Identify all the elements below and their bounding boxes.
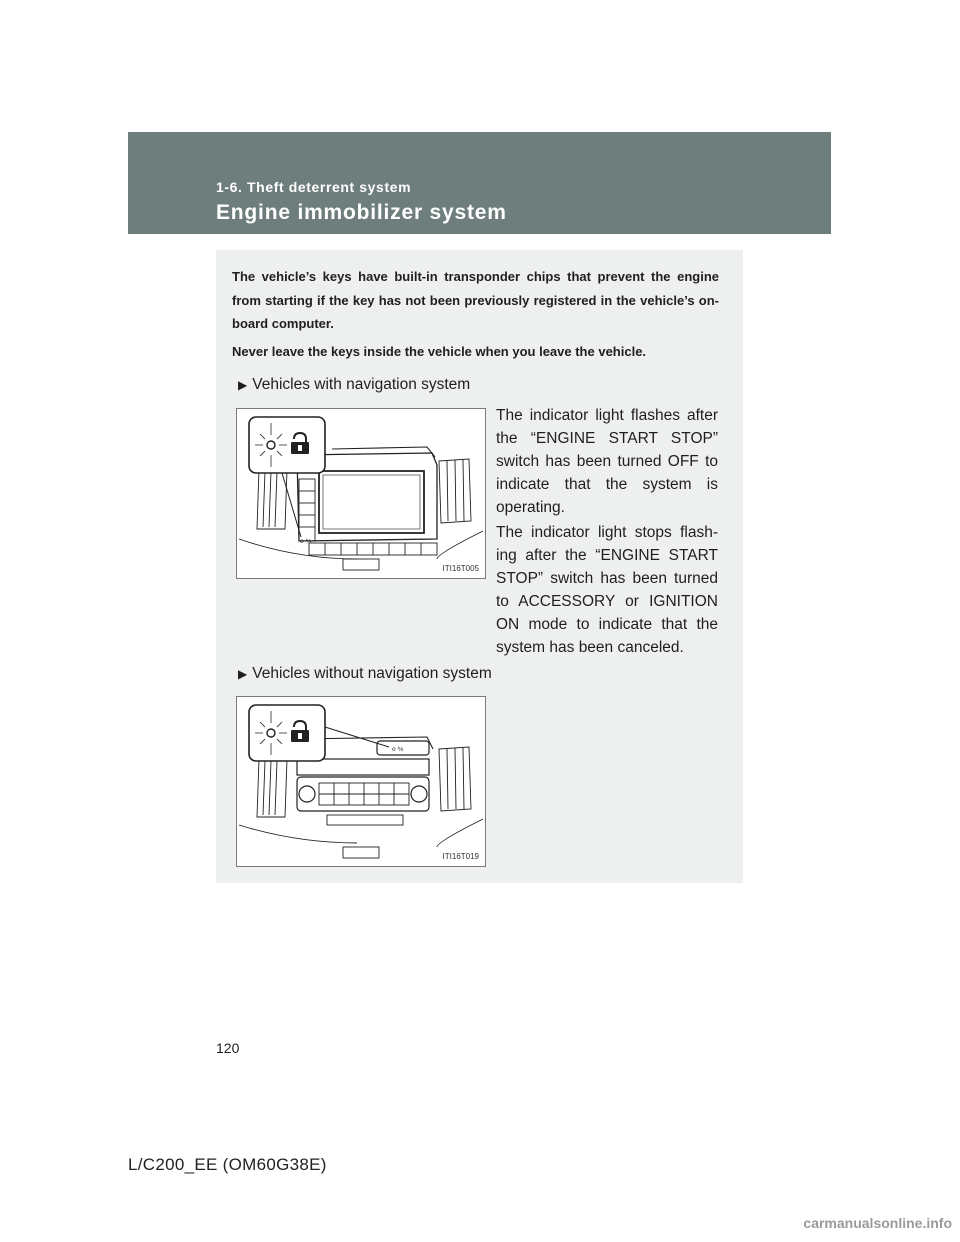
svg-text:o ⅍: o ⅍ xyxy=(392,746,404,753)
bullet-label: Vehicles with navigation system xyxy=(252,376,471,393)
description-stops: The indicator light stops flash-ing after the “ENGINE START STOP” switch has been turned to ACCESSORY or IGNITION ON mode to indicate that the system has been canceled. xyxy=(496,524,718,656)
watermark: carmanualsonline.info xyxy=(803,1215,952,1231)
figure-with-navigation xyxy=(236,408,486,579)
figure-code: ITI16T005 xyxy=(442,564,479,573)
bullet-with-navigation xyxy=(238,376,470,394)
dashboard-audio-illustration xyxy=(237,697,485,866)
dashboard-navigation-illustration xyxy=(237,409,485,578)
intro-text: The vehicle’s keys have built-in transponder chips that prevent the engine from starting if the key has not been previously registered in the vehicle’s on-board computer. xyxy=(232,269,719,331)
page-title: Engine immobilizer system xyxy=(216,201,507,224)
content-box xyxy=(216,250,743,883)
triangle-right-icon: ▶ xyxy=(238,378,248,392)
bullet-label: Vehicles without navigation system xyxy=(252,665,492,682)
description-flashing: The indicator light flashes after the “ENGINE START STOP” switch has been turned OFF to indicate that the system is operating. xyxy=(496,407,718,516)
page-number: 120 xyxy=(216,1040,240,1056)
bullet-without-navigation xyxy=(238,665,492,683)
svg-text:o ⅍: o ⅍ xyxy=(300,538,312,545)
model-code: L/C200_EE (OM60G38E) xyxy=(128,1155,327,1174)
warning-text: Never leave the keys inside the vehicle when you leave the vehicle. xyxy=(232,344,647,359)
figure-code: ITI16T019 xyxy=(442,852,479,861)
triangle-right-icon: ▶ xyxy=(238,667,248,681)
section-label: 1-6. Theft deterrent system xyxy=(216,179,412,195)
section-header xyxy=(128,132,831,234)
figure-without-navigation xyxy=(236,696,486,867)
